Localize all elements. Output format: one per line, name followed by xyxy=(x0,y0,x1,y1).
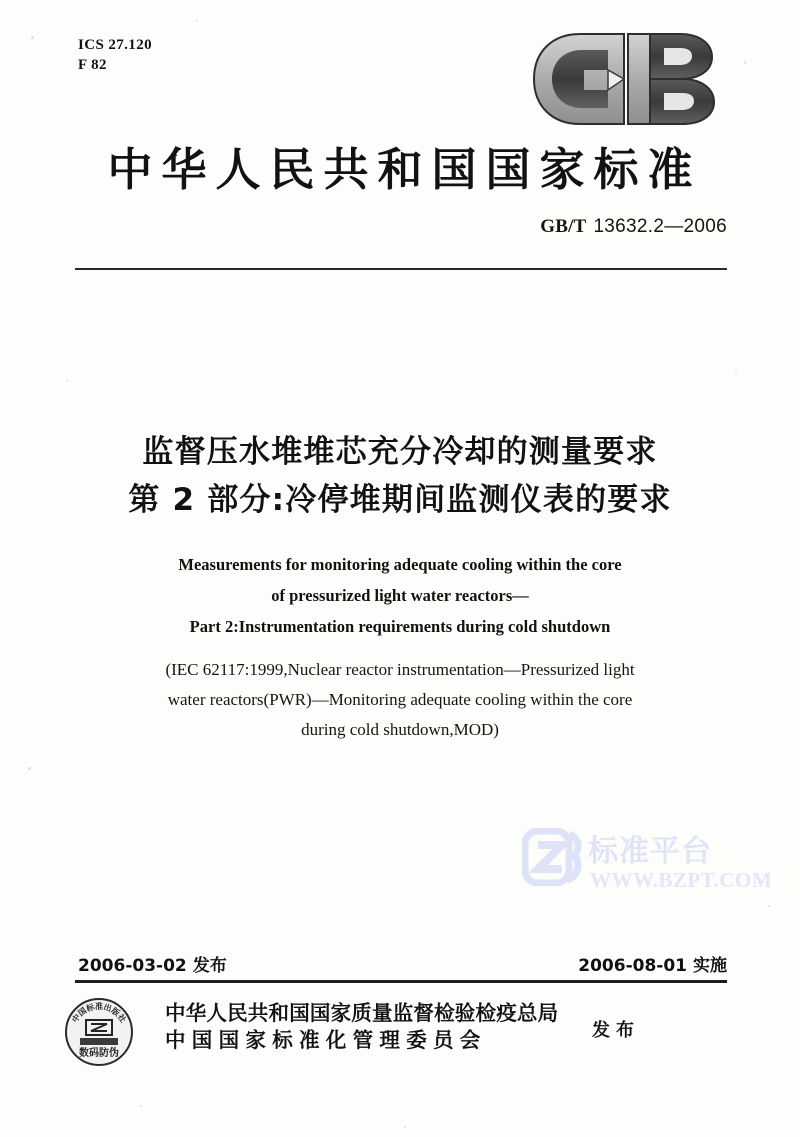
issue-date-value: 2006-03-02 xyxy=(78,956,187,976)
standard-number-value: 13632.2—2006 xyxy=(593,216,727,237)
standard-number xyxy=(540,216,727,238)
watermark-logo-icon xyxy=(522,828,584,886)
title-english-line3: Part 2:Instrumentation requirements during cold shutdown xyxy=(189,617,611,636)
publisher-line-2: 中国国家标准化管理委员会 xyxy=(165,1028,487,1052)
gb-logo xyxy=(528,30,728,128)
watermark xyxy=(520,824,773,902)
title-english-line2: of pressurized light water reactors— xyxy=(271,586,529,605)
scan-speckle xyxy=(196,20,198,22)
anti-counterfeit-seal xyxy=(62,996,136,1068)
header-divider xyxy=(75,268,727,270)
source-standard-note xyxy=(100,655,700,745)
footer-divider xyxy=(75,980,727,983)
effective-date-label: 实施 xyxy=(693,956,727,976)
effective-date xyxy=(578,951,727,976)
standard-number-prefix: GB/T xyxy=(540,216,587,237)
issue-date-label: 发布 xyxy=(192,956,227,976)
scan-speckle xyxy=(768,905,770,907)
scan-speckle xyxy=(140,1105,142,1107)
svg-text:中国标准出版社: 中国标准出版社 xyxy=(70,1002,128,1025)
title-chinese-line2: 第 2 部分:冷停堆期间监测仪表的要求 xyxy=(128,482,672,518)
source-note-line3: during cold shutdown,MOD) xyxy=(301,720,499,739)
ics-classification xyxy=(78,36,152,75)
title-chinese-line1: 监督压水堆堆芯充分冷却的测量要求 xyxy=(142,434,658,470)
scan-speckle xyxy=(744,61,746,64)
source-note-line2: water reactors(PWR)—Monitoring adequate cooling within the core xyxy=(167,690,633,709)
scan-speckle xyxy=(31,36,34,39)
classification-code: F 82 xyxy=(78,56,107,73)
publisher-line-1: 中华人民共和国国家质量监督检验检疫总局 xyxy=(165,1001,559,1025)
national-standard-heading: 中华人民共和国国家标准 xyxy=(107,145,702,195)
scan-speckle xyxy=(735,372,737,374)
gb-logo-icon xyxy=(528,30,728,128)
scan-speckle xyxy=(66,380,68,382)
publish-verb: 发布 xyxy=(592,1020,640,1041)
seal-icon xyxy=(62,996,136,1068)
title-english xyxy=(0,549,800,642)
effective-date-value: 2006-08-01 xyxy=(578,956,687,976)
issue-date xyxy=(78,951,227,976)
scan-speckle xyxy=(404,1126,406,1128)
ics-number: ICS 27.120 xyxy=(78,37,153,53)
source-note-line1: (IEC 62117:1999,Nuclear reactor instrumentation—Pressurized light xyxy=(165,660,635,679)
watermark-chinese-text: 标准平台 xyxy=(588,834,712,869)
svg-text:数码防伪: 数码防伪 xyxy=(79,1048,119,1059)
watermark-url: WWW.BZPT.COM xyxy=(590,868,773,892)
publishing-authorities xyxy=(165,1000,558,1054)
title-english-line1: Measurements for monitoring adequate cooling within the core xyxy=(178,555,622,574)
scan-speckle xyxy=(28,767,31,770)
title-chinese xyxy=(0,428,800,524)
